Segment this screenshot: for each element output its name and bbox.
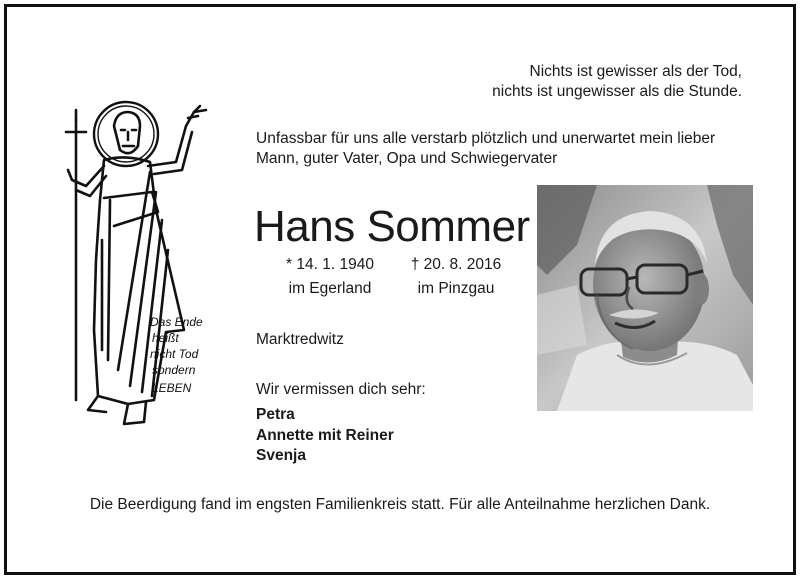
death-date: † 20. 8. 2016 (410, 256, 502, 273)
mourner-name: Petra (256, 406, 295, 423)
mourner-name: Svenja (256, 447, 306, 464)
death-info (396, 253, 516, 301)
mourner-name: Annette mit Reiner (256, 426, 394, 444)
birth-place: im Egerland (288, 280, 372, 297)
birth-date: * 14. 1. 1940 (286, 256, 374, 273)
birth-info (270, 253, 390, 301)
deceased-name: Hans Sommer (254, 202, 530, 251)
quote-line-1: Nichts ist gewisser als der Tod, (529, 63, 742, 80)
quote-line-2: nichts ist ungewisser als die Stunde. (492, 83, 742, 100)
funeral-notice: Die Beerdigung fand im engsten Familienkreis statt. Für alle Anteilnahme herzlichen Dank. (89, 496, 711, 513)
mourners-list (256, 405, 394, 467)
announcement-text: Unfassbar für uns alle verstarb plötzlich und unerwartet mein lieber Mann, guter Vater, Opa und Schwiegervater (256, 130, 716, 167)
inscription-line-3: nicht Tod (150, 347, 199, 361)
death-place: im Pinzgau (417, 280, 495, 297)
inscription-line-1: Das Ende (150, 315, 203, 329)
inscription-line-5: LEBEN (152, 381, 192, 395)
inscription-line-4: sondern (152, 363, 196, 377)
residence-city: Marktredwitz (256, 331, 344, 348)
opening-quote (412, 62, 742, 102)
portrait-photo (537, 185, 753, 411)
inscription-line-2: heißt (152, 331, 179, 345)
resurrected-christ-illustration (58, 100, 208, 430)
mourners-heading: Wir vermissen dich sehr: (256, 381, 426, 398)
